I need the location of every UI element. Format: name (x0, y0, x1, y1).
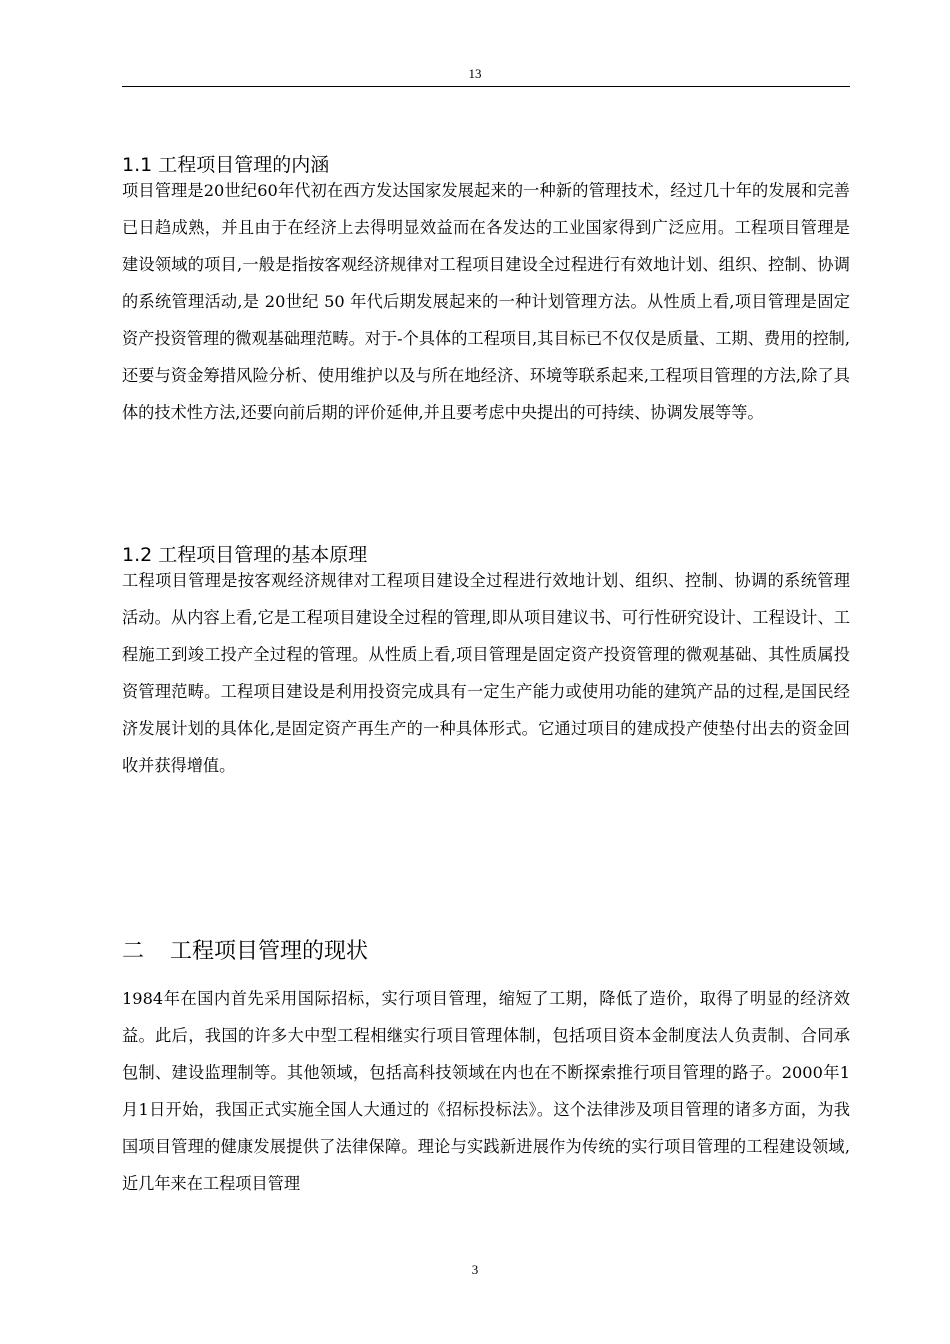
chapter-2-number: 二 (122, 939, 145, 964)
section-1-2-body: 工程项目管理是按客观经济规律对工程项目建设全过程进行效地计划、组织、控制、协调的系统管理活动。从内容上看,它是工程项目建设全过程的管理,即从项目建议书、可行性研究设计、工程设计、工程施工到竣工投产全过程的管理。从性质上看,项目管理是固定资产投资管理的微观基础、其性质属投资管理范畴。工程项目建设是利用投资完成具有一定生产能力或使用功能的建筑产品的过程,是国民经济发展计划的具体化,是固定资产再生产的一种具体形式。它通过项目的建成投产使垫付出去的资金回收并获得增值。 (122, 571, 850, 775)
header-page-number: 13 (468, 66, 482, 81)
header-rule (122, 86, 850, 87)
section-1-1-body: 项目管理是20世纪60年代初在西方发达国家发展起来的一种新的管理技术，经过几十年的发展和完善已日趋成熟，并且由于在经济上去得明显效益而在各发达的工业国家得到广泛应用。工程项目管理是建设领域的项目,一般是指按客观经济规律对工程项目建设全过程进行有效地计划、组织、控制、协调的系统管理活动,是 20世纪 50 年代后期发展起来的一种计划管理方法。从性质上看,项目管理是固定资产投资管理的微观基础理范畴。对于-个具体的工程项目,其目标已不仅仅是质量、工期、费用的控制,还要与资金筹措风险分析、使用维护以及与所在地经济、环境等联系起来,工程项目管理的方法,除了具体的技术性方法,还要向前后期的评价延伸,并且要考虑中央提出的可持续、协调发展等等。 (122, 181, 851, 422)
chapter-2-heading (122, 934, 368, 965)
section-1-2-heading: 1.2 工程项目管理的基本原理 (122, 544, 368, 566)
chapter-2-title: 工程项目管理的现状 (170, 939, 369, 964)
chapter-2-body: 1984年在国内首先采用国际招标，实行项目管理，缩短了工期，降低了造价，取得了明显的经济效益。此后，我国的许多大中型工程相继实行项目管理体制，包括项目资本金制度法人负责制、合同承包制、建设监理制等。其他领域，包括高科技领域在内也在不断探索推行项目管理的路子。2000年1月1日开始，我国正式实施全国人大通过的《招标投标法》。这个法律涉及项目管理的诸多方面，为我国项目管理的健康发展提供了法律保障。理论与实践新进展作为传统的实行项目管理的工程建设领域,近几年来在工程项目管理 (122, 989, 850, 1193)
section-1-1-heading: 1.1 工程项目管理的内涵 (122, 154, 330, 176)
footer-page-number: 3 (471, 1262, 479, 1277)
